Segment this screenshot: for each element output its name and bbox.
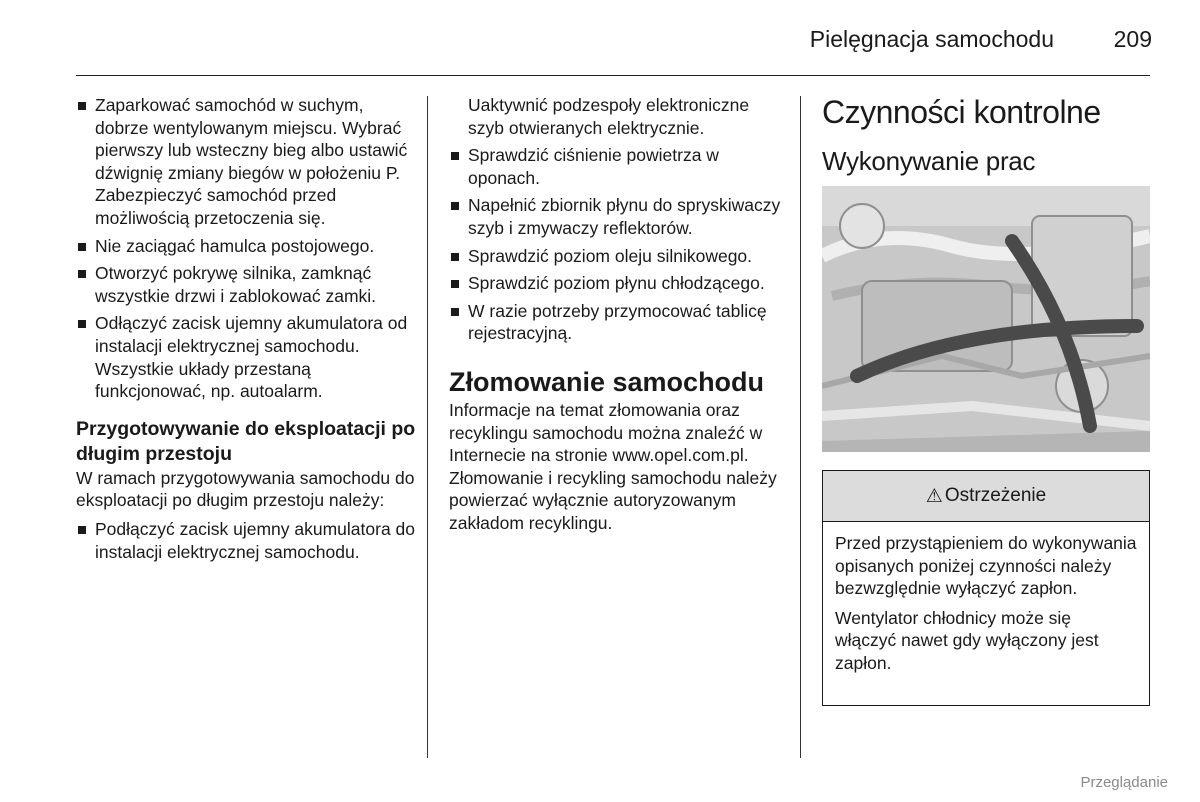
paragraph: Informacje na temat złomowania oraz recyklingu samochodu można znaleźć w Internecie na stronie www.opel.com.pl. Złomowanie i recykling samochodu należy powierzać wyłącznie autoryzowanym zakładom recyklingu. [449,399,777,533]
browse-link[interactable]: Przeglądanie [1080,774,1168,791]
list-item: Sprawdzić poziom płynu chłodzącego. [449,272,787,295]
list-item: Zaparkować samochód w suchym, dobrze wentylowanym miejscu. Wybrać pierwszy lub wsteczny bieg albo ustawić dźwignię zmiany biegów w położeniu P. Zabezpieczyć samochód przed możliwością przetoczenia się. [76,94,416,230]
subsection-heading: Wykonywanie prac [822,146,1036,176]
warning-box [822,470,1150,706]
section-heading-checks: Czynności kontrolne [822,94,1101,130]
list-item: Sprawdzić poziom oleju silnikowego. [449,245,787,268]
list-item: Odłączyć zacisk ujemny akumulatora od instalacji elektrycznej samochodu. Wszystkie układy przestaną funkcjonować, np. autoalarm. [76,312,416,402]
paragraph: W ramach przygotowywania samochodu do eksploatacji po długim przestoju należy: [76,467,415,511]
column-divider-2 [800,96,801,758]
list-item: Otworzyć pokrywę silnika, zamknąć wszystkie drzwi i zablokować zamki. [76,262,416,307]
column-divider-1 [427,96,428,758]
section-heading-scrapping: Złomowanie samochodu [449,366,765,397]
engine-bay-illustration [822,186,1150,452]
list-item: Napełnić zbiornik płynu do spryskiwaczy szyb i zmywaczy reflektorów. [449,194,787,239]
subheading-long-storage: Przygotowywanie do eksploatacji po długim przestoju [76,417,416,465]
warning-paragraph: Wentylator chłodnicy może się włączyć nawet gdy wyłączony jest zapłon. [835,607,1099,673]
engine-bay-image [822,186,1150,452]
checks-list [449,144,787,345]
column-2 [449,94,787,535]
header-rule [76,75,1150,76]
warning-triangle-icon: ⚠ [925,485,943,507]
warning-body [823,522,1149,675]
intro-text: Uaktywnić podzespoły elektroniczne szyb otwieranych elektrycznie. [468,95,750,138]
warning-header [823,471,1149,522]
preparation-list [76,94,416,403]
list-item: W razie potrzeby przymocować tablicę rejestracyjną. [449,300,787,345]
list-item: Nie zaciągać hamulca postojowego. [76,235,416,258]
running-header-title: Pielęgnacja samochodu [809,26,1054,52]
page-number: 209 [1113,26,1152,52]
list-item: Sprawdzić ciśnienie powietrza w oponach. [449,144,787,189]
list-item: Podłączyć zacisk ujemny akumulatora do instalacji elektrycznej samochodu. [76,518,416,563]
warning-title: Ostrzeżenie [944,485,1047,506]
warning-paragraph: Przed przystąpieniem do wykonywania opisanych poniżej czynności należy bezwzględnie wyłączyć zapłon. [835,533,1137,599]
column-1 [76,94,416,568]
recommission-list [76,518,416,563]
